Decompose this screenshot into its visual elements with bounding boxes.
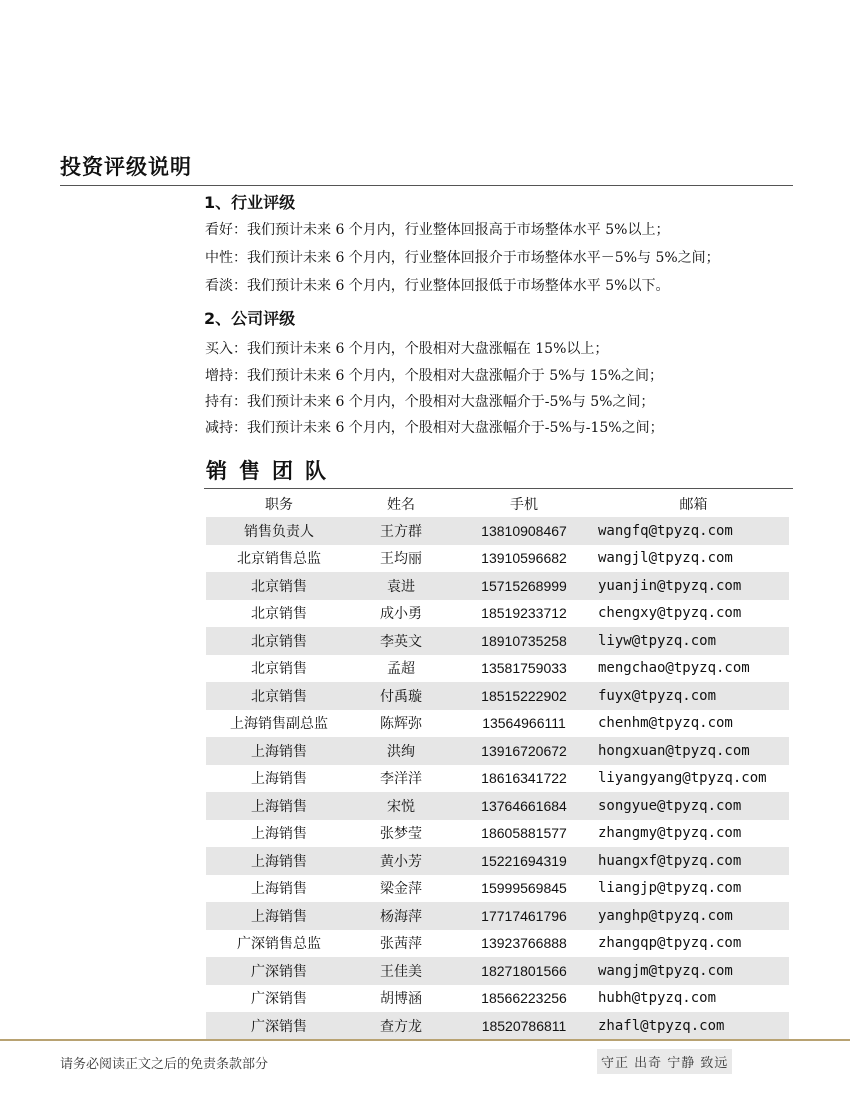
position-cell: 上海销售副总监 (230, 716, 328, 733)
name-cell: 查方龙 (352, 1012, 450, 1040)
position-cell: 销售负责人 (206, 517, 352, 545)
name-cell: 张梦莹 (380, 826, 422, 843)
position-cell: 北京销售 (251, 606, 307, 623)
page-title: 投资评级说明 (60, 155, 192, 179)
phone-cell: 18271801566 (450, 957, 598, 985)
name-cell: 胡博涵 (380, 991, 422, 1008)
table-row (206, 545, 789, 573)
name-cell: 李英文 (352, 627, 450, 655)
table-row (206, 517, 789, 545)
position-cell: 上海销售 (206, 792, 352, 820)
name-cell: 孟超 (387, 661, 415, 678)
footer-disclaimer: 请务必阅读正文之后的免责条款部分 (60, 1057, 269, 1072)
title-divider (60, 185, 793, 186)
name-cell: 黄小芳 (352, 847, 450, 875)
phone-cell: 13564966111 (482, 715, 566, 732)
name-cell: 张茜萍 (380, 936, 422, 953)
phone-cell: 18910735258 (450, 627, 598, 655)
sales-team-title: 销售团队 (206, 459, 338, 483)
position-cell: 广深销售 (251, 991, 307, 1008)
table-header-row (206, 490, 789, 517)
footer-divider (0, 1039, 850, 1041)
name-cell: 李洋洋 (380, 771, 422, 788)
name-cell: 付禹璇 (352, 682, 450, 710)
table-row (206, 1012, 789, 1040)
phone-cell: 13764661684 (450, 792, 598, 820)
position-cell: 北京销售 (206, 572, 352, 600)
email-cell: liyw@tpyzq.com (598, 627, 789, 655)
table-row (206, 737, 789, 765)
name-cell: 王佳美 (352, 957, 450, 985)
table-row (206, 930, 789, 958)
email-cell: hubh@tpyzq.com (598, 990, 717, 1007)
email-cell: zhafl@tpyzq.com (598, 1012, 789, 1040)
company-rating-heading: 2、公司评级 (204, 309, 296, 328)
email-cell: wangjm@tpyzq.com (598, 957, 789, 985)
sales-team-table (206, 490, 789, 1040)
table-row (206, 765, 789, 793)
email-cell: zhangmy@tpyzq.com (598, 825, 742, 842)
email-cell: chenhm@tpyzq.com (598, 715, 733, 732)
table-row (206, 600, 789, 628)
phone-cell: 18520786811 (450, 1012, 598, 1040)
phone-cell: 15999569845 (481, 880, 567, 897)
position-cell: 北京销售 (251, 661, 307, 678)
position-cell: 北京销售 (206, 682, 352, 710)
table-row (206, 985, 789, 1013)
email-cell: liyangyang@tpyzq.com (598, 770, 767, 787)
industry-rating-line: 中性：我们预计未来 6 个月内，行业整体回报介于市场整体水平－5%与 5%之间； (205, 250, 720, 266)
email-cell: songyue@tpyzq.com (598, 792, 789, 820)
company-rating-line: 减持：我们预计未来 6 个月内，个股相对大盘涨幅介于-5%与-15%之间； (205, 420, 664, 436)
position-cell: 北京销售总监 (237, 551, 321, 568)
table-row (206, 957, 789, 985)
phone-cell: 15715268999 (450, 572, 598, 600)
email-cell: zhangqp@tpyzq.com (598, 935, 742, 952)
position-cell: 上海销售 (251, 881, 307, 898)
phone-cell: 13910596682 (481, 550, 567, 567)
footer-motto: 守正 出奇 宁静 致远 (597, 1049, 732, 1074)
table-row (206, 627, 789, 655)
phone-cell: 18519233712 (481, 605, 567, 622)
name-cell: 杨海萍 (352, 902, 450, 930)
table-row (206, 710, 789, 738)
header-phone: 手机 (510, 495, 538, 512)
position-cell: 广深销售总监 (237, 936, 321, 953)
phone-cell: 13810908467 (450, 517, 598, 545)
company-rating-line: 持有：我们预计未来 6 个月内，个股相对大盘涨幅介于-5%与 5%之间； (205, 394, 655, 410)
phone-cell: 18566223256 (481, 990, 567, 1007)
table-row (206, 902, 789, 930)
company-rating-line: 买入：我们预计未来 6 个月内，个股相对大盘涨幅在 15%以上； (205, 341, 609, 357)
email-cell: mengchao@tpyzq.com (598, 660, 750, 677)
name-cell: 梁金萍 (380, 881, 422, 898)
position-cell: 上海销售 (251, 826, 307, 843)
email-cell: huangxf@tpyzq.com (598, 847, 789, 875)
header-position: 职务 (265, 496, 293, 513)
phone-cell: 18616341722 (481, 770, 567, 787)
table-row (206, 792, 789, 820)
email-cell: wangjl@tpyzq.com (598, 550, 733, 567)
email-cell: wangfq@tpyzq.com (598, 517, 789, 545)
sales-team-rows (206, 517, 789, 1040)
industry-rating-line: 看好：我们预计未来 6 个月内，行业整体回报高于市场整体水平 5%以上； (205, 222, 670, 238)
table-row (206, 682, 789, 710)
name-cell: 袁进 (352, 572, 450, 600)
phone-cell: 18515222902 (450, 682, 598, 710)
position-cell: 上海销售 (206, 737, 352, 765)
email-cell: hongxuan@tpyzq.com (598, 737, 789, 765)
phone-cell: 18605881577 (481, 825, 567, 842)
email-cell: yanghp@tpyzq.com (598, 902, 789, 930)
industry-rating-line: 看淡：我们预计未来 6 个月内，行业整体回报低于市场整体水平 5%以下。 (205, 278, 670, 294)
phone-cell: 15221694319 (450, 847, 598, 875)
position-cell: 上海销售 (206, 902, 352, 930)
table-row (206, 847, 789, 875)
position-cell: 广深销售 (206, 1012, 352, 1040)
phone-cell: 17717461796 (450, 902, 598, 930)
table-row (206, 820, 789, 848)
email-cell: yuanjin@tpyzq.com (598, 572, 789, 600)
phone-cell: 13581759033 (481, 660, 567, 677)
name-cell: 成小勇 (380, 606, 422, 623)
email-cell: liangjp@tpyzq.com (598, 880, 742, 897)
position-cell: 上海销售 (206, 847, 352, 875)
name-cell: 宋悦 (352, 792, 450, 820)
email-cell: chengxy@tpyzq.com (598, 605, 742, 622)
header-email: 邮箱 (679, 496, 708, 513)
email-cell: fuyx@tpyzq.com (598, 682, 789, 710)
company-rating-line: 增持：我们预计未来 6 个月内，个股相对大盘涨幅介于 5%与 15%之间； (205, 368, 664, 384)
position-cell: 广深销售 (206, 957, 352, 985)
name-cell: 王方群 (352, 517, 450, 545)
name-cell: 陈辉弥 (380, 716, 422, 733)
name-cell: 王均丽 (380, 551, 422, 568)
phone-cell: 13923766888 (481, 935, 567, 952)
table-row (206, 875, 789, 903)
position-cell: 北京销售 (206, 627, 352, 655)
industry-rating-heading: 1、行业评级 (204, 193, 296, 212)
sales-team-divider (204, 488, 793, 489)
name-cell: 洪绚 (352, 737, 450, 765)
table-row (206, 655, 789, 683)
table-row (206, 572, 789, 600)
position-cell: 上海销售 (251, 771, 307, 788)
header-name: 姓名 (387, 496, 415, 513)
phone-cell: 13916720672 (450, 737, 598, 765)
